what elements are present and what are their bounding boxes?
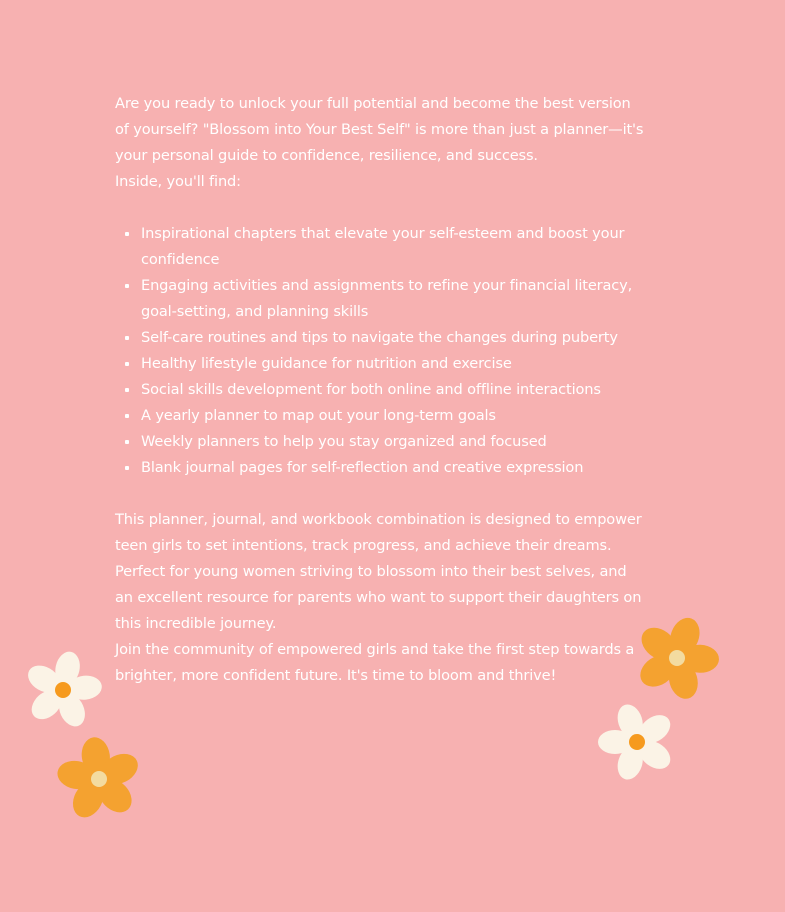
orange-flower-icon bbox=[55, 735, 143, 823]
closing-paragraph: This planner, journal, and workbook combination is designed to empower teen girls to set intentions, track progress, and achieve their dreams. Perfect for young women striving to blossom into their best selves, and an excellent resource for parents who want to support their daughters on this incredible journey. bbox=[115, 511, 642, 632]
list-item: Social skills development for both online and offline interactions bbox=[141, 377, 645, 403]
white-flower-icon bbox=[22, 650, 104, 730]
feature-list bbox=[115, 221, 645, 481]
white-flower-icon bbox=[595, 702, 679, 782]
list-item: Engaging activities and assignments to refine your financial literacy, goal-setting, and planning skills bbox=[141, 273, 645, 325]
list-item: Healthy lifestyle guidance for nutrition and exercise bbox=[141, 351, 645, 377]
call-to-action: Join the community of empowered girls and take the first step towards a brighter, more confident future. It's time to bloom and thrive! bbox=[115, 641, 635, 684]
list-item: Self-care routines and tips to navigate the changes during puberty bbox=[141, 325, 645, 351]
spacer bbox=[115, 481, 645, 507]
list-item: Weekly planners to help you stay organized and focused bbox=[141, 429, 645, 455]
intro-paragraph: Are you ready to unlock your full potential and become the best version of yourself? "Blossom into Your Best Self" is more than just a planner—it's your personal guide to confidence, resilience, and success. bbox=[115, 95, 644, 164]
orange-flower-icon bbox=[633, 614, 721, 702]
list-item: Inspirational chapters that elevate your self-esteem and boost your confidence bbox=[141, 221, 645, 273]
list-item: Blank journal pages for self-reflection and creative expression bbox=[141, 455, 645, 481]
list-item: A yearly planner to map out your long-term goals bbox=[141, 403, 645, 429]
spacer bbox=[115, 195, 645, 221]
inside-heading: Inside, you'll find: bbox=[115, 173, 241, 190]
description-block bbox=[115, 91, 645, 689]
